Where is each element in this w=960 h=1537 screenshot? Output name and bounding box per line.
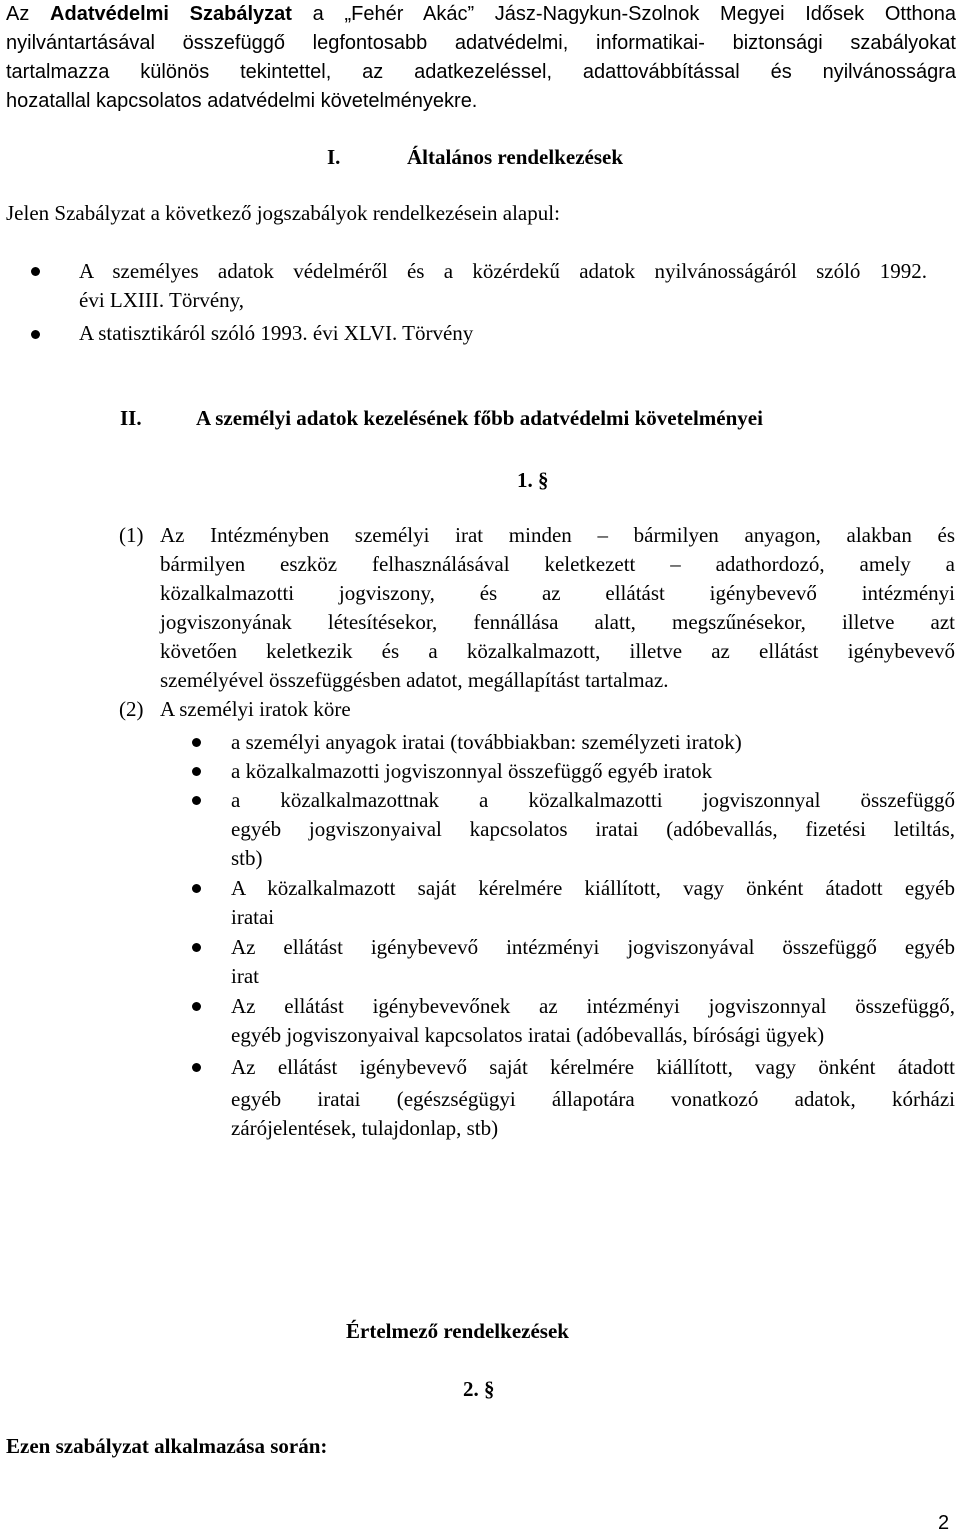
bullet-dot-icon — [192, 767, 201, 776]
section-3-lead: Ezen szabályzat alkalmazása során: — [6, 1434, 328, 1458]
list-item: irat — [231, 964, 259, 988]
list-item: zárójelentések, tulajdonlap, stb) — [231, 1116, 499, 1140]
subparagraph-1-line: bármilyen eszköz felhasználásával keletkezett – adathordozó, amely a — [160, 552, 955, 576]
intro-line-1 — [6, 0, 956, 29]
subparagraph-1-line: jogviszonyának létesítésekor, fennállása alatt, megszűnésekor, illetve azt — [160, 610, 955, 634]
law-item-1-line-2: évi LXIII. Törvény, — [79, 288, 245, 312]
paragraph-2-mark: 2. § — [463, 1377, 495, 1401]
list-item: a személyi anyagok iratai (továbbiakban: személyzeti iratok) — [231, 730, 742, 754]
list-item: a közalkalmazottnak a közalkalmazotti jogviszonnyal összefüggő — [231, 788, 955, 812]
list-item: stb) — [231, 846, 263, 870]
list-item: egyéb iratai (egészségügyi állapotára vonatkozó adatok, kórházi — [231, 1087, 955, 1111]
intro-line-2: nyilvántartásával összefüggő legfontosabb adatvédelmi, informatikai- biztonsági szabályokat — [6, 32, 956, 54]
list-item: A közalkalmazott saját kérelmére kiállított, vagy önként átadott egyéb — [231, 876, 955, 900]
list-item: iratai — [231, 905, 275, 929]
intro-text: Az — [6, 3, 51, 25]
subparagraph-2-text: A személyi iratok köre — [160, 697, 351, 721]
list-item: a közalkalmazotti jogviszonnyal összefüggő egyéb iratok — [231, 759, 713, 783]
section-2-title: A személyi adatok kezelésének főbb adatvédelmi követelményei — [196, 406, 763, 430]
subparagraph-1-line: közalkalmazotti jogviszony, és az ellátást igénybevevő intézményi — [160, 581, 955, 605]
section-1-lead: Jelen Szabályzat a következő jogszabályok rendelkezésein alapul: — [6, 201, 560, 225]
bullet-dot-icon — [192, 884, 201, 893]
bullet-dot-icon — [31, 330, 40, 339]
subparagraph-1-line: Az Intézményben személyi irat minden – bármilyen anyagon, alakban és — [160, 523, 955, 547]
bullet-dot-icon — [192, 1002, 201, 1011]
law-item-2: A statisztikáról szóló 1993. évi XLVI. Törvény — [79, 321, 474, 345]
bullet-dot-icon — [192, 796, 201, 805]
section-1-title: Általános rendelkezések — [407, 145, 624, 169]
list-item: egyéb jogviszonyaival kapcsolatos iratai (adóbevallás, bírósági ügyek) — [231, 1023, 825, 1047]
subparagraph-1-label: (1) — [119, 523, 144, 547]
paragraph-1-mark: 1. § — [517, 468, 549, 492]
bullet-dot-icon — [192, 943, 201, 952]
intro-line-4: hozatallal kapcsolatos adatvédelmi követelményekre. — [6, 90, 478, 112]
bullet-dot-icon — [31, 267, 40, 276]
subparagraph-1-line: követően keletkezik és a közalkalmazott, illetve az ellátást igénybevevő — [160, 639, 955, 663]
section-2-number: II. — [120, 406, 142, 430]
section-3-title: Értelmező rendelkezések — [346, 1319, 569, 1343]
intro-text: a „Fehér Akác” Jász-Nagykun-Szolnok Megyei Idősek Otthona — [291, 3, 956, 25]
section-1-number: I. — [327, 145, 341, 169]
list-item: egyéb jogviszonyaival kapcsolatos iratai (adóbevallás, fizetési letiltás, — [231, 817, 955, 841]
intro-line-3: tartalmazza különös tekintettel, az adatkezeléssel, adattovábbítással és nyilvánosságra — [6, 61, 956, 83]
bullet-dot-icon — [192, 1063, 201, 1072]
list-item: Az ellátást igénybevevő saját kérelmére kiállított, vagy önként átadott — [231, 1055, 955, 1079]
list-item: Az ellátást igénybevevőnek az intézményi jogviszonnyal összefüggő, — [231, 994, 955, 1018]
subparagraph-1-line: személyével összefüggésben adatot, megállapítást tartalmaz. — [160, 668, 669, 692]
law-item-1-line-1: A személyes adatok védelméről és a közérdekű adatok nyilvánosságáról szóló 1992. — [79, 259, 927, 283]
page-number: 2 — [938, 1512, 950, 1534]
document-title-bold: Adatvédelmi Szabályzat — [50, 3, 292, 25]
list-item: Az ellátást igénybevevő intézményi jogviszonyával összefüggő egyéb — [231, 935, 955, 959]
bullet-dot-icon — [192, 738, 201, 747]
subparagraph-2-label: (2) — [119, 697, 144, 721]
